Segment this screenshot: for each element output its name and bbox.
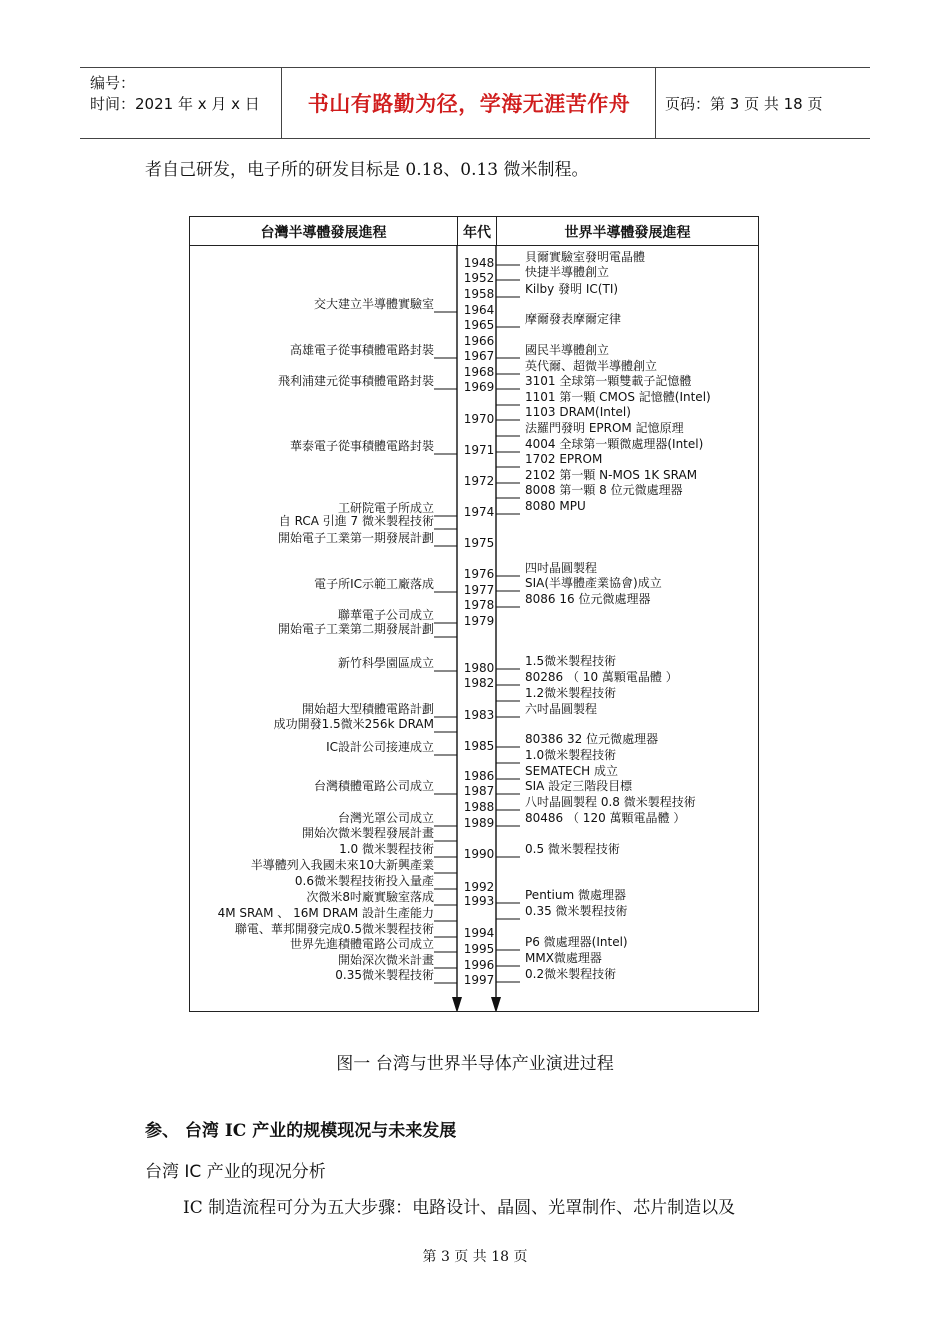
- world-event: SIA(半導體產業協會)成立: [525, 576, 662, 590]
- subheading: 台湾 IC 产业的现况分析: [145, 1162, 326, 1182]
- timeline-year: 1971: [463, 443, 495, 457]
- taiwan-event: 飛利浦建元從事積體電路封裝: [277, 374, 434, 388]
- timeline-year: 1966: [463, 334, 495, 348]
- world-event: 3101 全球第一顆雙載子記憶體: [525, 374, 692, 388]
- timeline-year: 1976: [463, 567, 495, 581]
- doc-number-label: 编号：: [90, 74, 136, 92]
- timeline-year: 1986: [463, 769, 495, 783]
- world-event: 2102 第一顆 N-MOS 1K SRAM: [525, 468, 698, 482]
- timeline-year: 1983: [463, 708, 495, 722]
- taiwan-event: 電子所IC示範工廠落成: [314, 577, 434, 591]
- taiwan-event: 交大建立半導體實驗室: [313, 297, 434, 311]
- world-event: SEMATECH 成立: [525, 764, 618, 778]
- taiwan-event: 開始電子工業第一期發展計劃: [277, 531, 434, 545]
- taiwan-event: 台灣積體電路公司成立: [313, 779, 434, 793]
- timeline-year: 1994: [463, 926, 495, 940]
- timeline-year: 1980: [463, 661, 495, 675]
- world-event: 法羅門發明 EPROM 記憶原理: [525, 421, 684, 435]
- world-event: 摩爾發表摩爾定律: [525, 312, 622, 326]
- world-event: Pentium 微處理器: [525, 888, 626, 902]
- timeline-year: 1982: [463, 676, 495, 690]
- body-paragraph: IC 制造流程可分为五大步骤：电路设计、晶圆、光罩制作、芯片制造以及: [183, 1198, 736, 1218]
- taiwan-event: 1.0 微米製程技術: [339, 842, 434, 856]
- timeline-year: 1970: [463, 412, 495, 426]
- taiwan-event: 聯電、華邦開發完成0.5微米製程技術: [234, 922, 434, 936]
- timeline-year: 1964: [463, 303, 495, 317]
- world-event: 8080 MPU: [525, 499, 586, 513]
- world-event: 英代爾、超微半導體創立: [525, 359, 658, 373]
- timeline-year: 1965: [463, 318, 495, 332]
- timeline-year: 1952: [463, 271, 495, 285]
- world-event: 1.2微米製程技術: [525, 686, 617, 700]
- world-event: 0.2微米製程技術: [525, 967, 617, 981]
- timeline-year: 1958: [463, 287, 495, 301]
- world-event: 快捷半導體創立: [525, 265, 610, 279]
- world-event: 8008 第一顆 8 位元微處理器: [525, 483, 683, 497]
- world-event: 80386 32 位元微處理器: [525, 732, 659, 746]
- page-header: [80, 67, 870, 139]
- taiwan-event: 自 RCA 引進 7 微米製程技術: [278, 514, 434, 528]
- timeline-arrow-icon: [452, 997, 462, 1011]
- column-header-world: 世界半導體發展進程: [564, 225, 691, 241]
- timeline-year: 1977: [463, 583, 495, 597]
- taiwan-event: IC設計公司接連成立: [326, 740, 434, 754]
- world-event: 4004 全球第一顆微處理器(Intel): [525, 437, 704, 451]
- taiwan-event: 半導體列入我國未來10大新興產業: [250, 858, 434, 872]
- timeline-year: 1988: [463, 800, 495, 814]
- taiwan-event: 華泰電子從事積體電路封裝: [289, 439, 434, 453]
- taiwan-event: 新竹科學園區成立: [337, 656, 434, 670]
- timeline-year: 1969: [463, 380, 495, 394]
- timeline-year: 1996: [463, 958, 495, 972]
- header-page-number: 页码：第 3 页 共 18 页: [665, 95, 823, 113]
- world-event: 0.35 微米製程技術: [525, 904, 628, 918]
- taiwan-event: 0.6微米製程技術投入量產: [294, 874, 434, 888]
- world-event: 國民半導體創立: [525, 343, 610, 357]
- taiwan-event: 開始電子工業第二期發展計劃: [277, 622, 434, 636]
- world-event: MMX微處理器: [525, 951, 602, 965]
- timeline-year: 1990: [463, 847, 495, 861]
- timeline-figure: [189, 216, 759, 1012]
- world-event: 1702 EPROM: [525, 452, 603, 466]
- timeline-year: 1992: [463, 880, 495, 894]
- timeline-year: 1967: [463, 349, 495, 363]
- world-event: 六吋晶圓製程: [525, 702, 598, 716]
- page-footer: 第 3 页 共 18 页: [422, 1249, 528, 1265]
- world-event: 1101 第一顆 CMOS 記憶體(Intel): [525, 390, 711, 404]
- timeline-year: 1979: [463, 614, 495, 628]
- timeline-year: 1972: [463, 474, 495, 488]
- world-event: 8086 16 位元微處理器: [525, 592, 651, 606]
- world-event: P6 微處理器(Intel): [525, 935, 628, 949]
- timeline-chart: [190, 217, 758, 1011]
- world-event: 80286 （ 10 萬顆電晶體 ）: [525, 670, 678, 684]
- world-event: Kilby 發明 IC(TI): [525, 282, 619, 296]
- world-event: SIA 設定三階段目標: [525, 779, 633, 793]
- world-event: 八吋晶圓製程 0.8 微米製程技術: [525, 795, 696, 809]
- timeline-year: 1987: [463, 784, 495, 798]
- header-divider: [655, 68, 656, 138]
- world-event: 貝爾實驗室發明電晶體: [525, 250, 646, 264]
- header-meta: [90, 73, 260, 115]
- timeline-year: 1968: [463, 365, 495, 379]
- world-event: 80486 （ 120 萬顆電晶體 ）: [525, 811, 686, 825]
- taiwan-event: 開始超大型積體電路計劃: [301, 702, 434, 716]
- timeline-arrow-icon: [491, 997, 501, 1011]
- taiwan-event: 世界先進積體電路公司成立: [289, 937, 434, 951]
- taiwan-event: 高雄電子從事積體電路封裝: [289, 343, 434, 357]
- figure-caption: 图一 台湾与世界半导体产业演进过程: [336, 1054, 614, 1074]
- timeline-year: 1997: [463, 973, 495, 987]
- taiwan-event: 開始次微米製程發展計畫: [301, 826, 434, 840]
- timeline-year: 1974: [463, 505, 495, 519]
- taiwan-event: 工研院電子所成立: [337, 501, 434, 515]
- header-motto: 书山有路勤为径，学海无涯苦作舟: [307, 92, 631, 116]
- column-header-year: 年代: [463, 225, 491, 241]
- world-event: 1103 DRAM(Intel): [525, 405, 631, 419]
- taiwan-event: 成功開發1.5微米256k DRAM: [273, 717, 434, 731]
- taiwan-event: 聯華電子公司成立: [337, 608, 434, 622]
- world-event: 1.0微米製程技術: [525, 748, 617, 762]
- taiwan-event: 4M SRAM 、 16M DRAM 設計生產能力: [217, 906, 434, 920]
- timeline-year: 1993: [463, 894, 495, 908]
- time-label: 时间：2021 年 x 月 x 日: [90, 95, 260, 113]
- world-event: 四吋晶圓製程: [525, 561, 598, 575]
- timeline-year: 1995: [463, 942, 495, 956]
- section-heading: 参、 台湾 IC 产业的规模现况与未来发展: [145, 1121, 457, 1141]
- timeline-year: 1978: [463, 598, 495, 612]
- timeline-year: 1975: [463, 536, 495, 550]
- taiwan-event: 次微米8吋廠實驗室落成: [306, 890, 434, 904]
- column-header-taiwan: 台灣半導體發展進程: [260, 225, 387, 241]
- taiwan-event: 0.35微米製程技術: [335, 968, 434, 982]
- timeline-year: 1989: [463, 816, 495, 830]
- intro-paragraph: 者自己研发，电子所的研发目标是 0.18、0.13 微米制程。: [145, 160, 589, 180]
- taiwan-event: 台灣光罩公司成立: [337, 811, 434, 825]
- timeline-year: 1948: [463, 256, 495, 270]
- header-divider: [281, 68, 282, 138]
- world-event: 0.5 微米製程技術: [525, 842, 620, 856]
- world-event: 1.5微米製程技術: [525, 654, 617, 668]
- taiwan-event: 開始深次微米計畫: [337, 953, 434, 967]
- timeline-year: 1985: [463, 739, 495, 753]
